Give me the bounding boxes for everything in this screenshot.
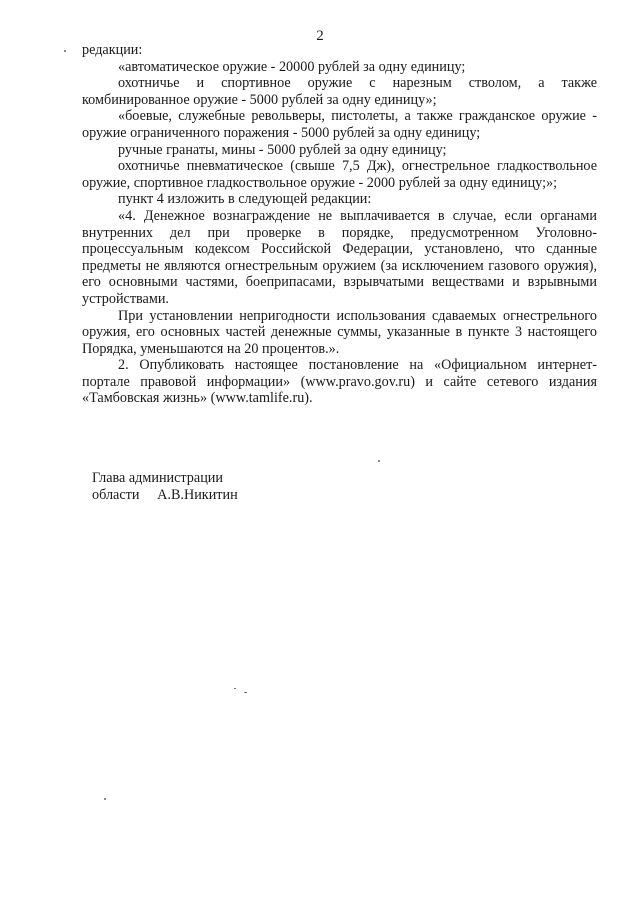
signature-name: области А.В.Никитин <box>92 487 238 503</box>
document-body <box>82 42 597 407</box>
paragraph-point-4-intro: пункт 4 изложить в следующей редакции: <box>118 191 372 208</box>
paragraph-hunting-rifled: охотничье и спортивное оружие с нарезным стволом, а также комбинированное оружие - 5000 рублей за одну единицу»; <box>82 75 597 108</box>
scan-speck <box>234 688 236 689</box>
signature-block <box>92 470 238 504</box>
scan-speck <box>64 50 66 52</box>
paragraph-unfitness: При установлении непригодности использования сдаваемых огнестрельного оружия, его основных частей денежные суммы, указанные в пункте 3 настоящего Порядка, уменьшаются на 20 процентов.». <box>82 307 597 357</box>
scan-speck <box>244 692 247 693</box>
page-number: 2 <box>316 28 324 44</box>
paragraph-automatic-weapons: «автоматическое оружие - 20000 рублей за одну единицу; <box>118 58 466 75</box>
scan-speck <box>104 798 106 800</box>
paragraph-combat-revolvers: «боевые, служебные револьверы, пистолеты, а также гражданское оружие - оружие ограниченного поражения - 5000 рублей за одну единицу; <box>82 108 597 141</box>
scan-speck <box>378 460 380 462</box>
paragraph-grenades-mines: ручные гранаты, мины - 5000 рублей за одну единицу; <box>118 141 447 158</box>
paragraph-pneumatic-smoothbore: охотничье пневматическое (свыше 7,5 Дж), огнестрельное гладкоствольное оружие, спортивное гладкоствольное оружие - 2000 рублей за одну единицу;»; <box>82 158 597 191</box>
paragraph-intro: редакции: <box>82 42 143 58</box>
paragraph-point-4-text: «4. Денежное вознаграждение не выплачивается в случае, если органами внутренних дел при проверке в порядке, предусмотренном Уголовно-процессуальным кодексом Российской Федерации, установлено, что сданные предметы не являются огнестрельным оружием (за исключением газового оружия), его основными частями, боеприпасами, взрывчатыми веществами и взрывными устройствами. <box>82 207 597 307</box>
signature-title: Глава администрации <box>92 470 223 486</box>
paragraph-publication: 2. Опубликовать настоящее постановление на «Официальном интернет-портале правовой информации» (www.pravo.gov.ru) и сайте сетевого издания «Тамбовская жизнь» (www.tamlife.ru). <box>82 357 597 407</box>
